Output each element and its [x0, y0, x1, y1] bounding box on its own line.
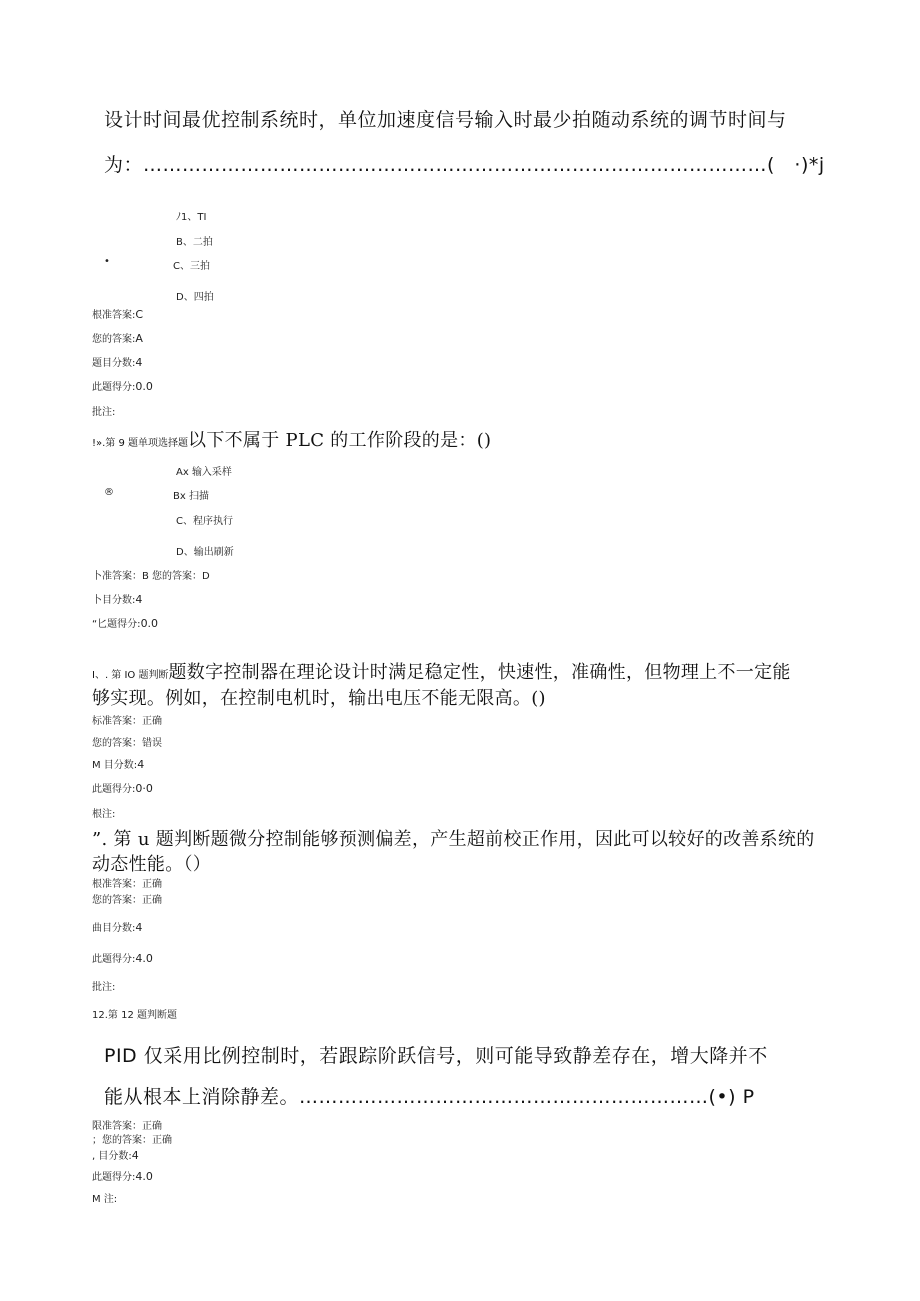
q8-standard-value: C — [135, 308, 144, 321]
q12-text-line1: PID 仅采用比例控制时，若跟踪阶跃信号，则可能导致静差存在，增大降并不 — [104, 1045, 768, 1067]
q9-option-c[interactable]: C、程序执行 — [176, 516, 233, 527]
q9-got-value: 0.0 — [140, 617, 159, 630]
q8-standard-label: 根准答案: — [92, 310, 136, 321]
q8-standard-answer — [92, 306, 143, 321]
q9-question — [92, 426, 491, 452]
q12-heading: 12.第 12 题判断题 — [92, 1010, 177, 1021]
q10-your-answer: 您的答案：错误 — [92, 738, 162, 749]
q9-mark: ® — [104, 487, 114, 498]
q10-question-line1 — [92, 658, 791, 684]
q9-option-d[interactable]: D、输出刷新 — [176, 547, 234, 558]
q11-note: 批注: — [92, 982, 116, 993]
q11-standard-answer: 根准答案：正确 — [92, 879, 162, 890]
q12-question-score — [92, 1147, 139, 1162]
q9-score-value: 4 — [135, 593, 143, 606]
q9-score-label: 卜目分数: — [92, 595, 136, 606]
q8-question-score — [92, 354, 142, 369]
q9-got-score — [92, 615, 158, 630]
q12-score-value: 4 — [131, 1149, 139, 1162]
q10-standard-answer: 标准答案：正确 — [92, 716, 162, 727]
q11-score-label: 曲目分数: — [92, 923, 136, 934]
q11-text-line2: 动态性能。（） — [92, 854, 212, 875]
q8-your-value: A — [135, 332, 143, 345]
q9-text: 以下不属于 PLC 的工作阶段的是：() — [188, 430, 492, 451]
q9-got-label: “匕题得分: — [92, 619, 141, 630]
q9-option-b[interactable]: Bx 扫描 — [173, 491, 209, 502]
q11-score-value: 4 — [135, 921, 143, 934]
q12-got-label: 此题得分: — [92, 1172, 136, 1183]
q12-got-score — [92, 1168, 153, 1183]
q11-question-score — [92, 919, 142, 934]
q11-got-label: 此题得分: — [92, 954, 136, 965]
q8-your-label: 您的答案: — [92, 334, 136, 345]
q9-option-a[interactable]: Ax 输入采样 — [176, 467, 232, 478]
q10-prefix: I、. 第 IO 题判断 — [92, 670, 169, 681]
q11-got-score — [92, 950, 153, 965]
q10-text-line1: 题数字控制器在理论设计时满足稳定性，快速性，准确性，但物理上不一定能 — [168, 662, 791, 683]
q8-option-d[interactable]: D、四拍 — [176, 292, 214, 303]
q10-got-label: 此题得分: — [92, 784, 136, 795]
q8-got-label: 此题得分: — [92, 382, 136, 393]
q8-option-a[interactable]: ﾉ1、TI — [176, 212, 207, 223]
q10-text-line2: 够实现。例如，在控制电机时，输出电压不能无限高。() — [92, 688, 546, 709]
q8-your-answer — [92, 330, 143, 345]
q12-text-line2: 能从根本上消除静差。………………………………………………………(•) P — [104, 1086, 755, 1108]
q10-score-label: M 目分数: — [92, 760, 138, 771]
q9-prefix: !».第 9 题单项选择题 — [92, 438, 189, 449]
q9-answers: 卜准答案：B 您的答案：D — [92, 571, 210, 582]
q8-score-value: 4 — [135, 356, 143, 369]
q8-option-c[interactable]: C、三拍 — [173, 261, 210, 272]
q11-got-value: 4.0 — [135, 952, 153, 965]
q8-got-score — [92, 378, 153, 393]
q12-got-value: 4.0 — [135, 1170, 153, 1183]
q11-text-line1: ”. 第 u 题判断题微分控制能够预测偏差，产生超前校正作用，因此可以较好的改善系统的 — [92, 829, 815, 850]
q8-text-line1: 设计时间最优控制系统时，单位加速度信号输入时最少拍随动系统的调节时间与 — [104, 109, 787, 131]
q11-your-answer: 您的答案：正确 — [92, 895, 162, 906]
q12-your-answer: ；您的答案：正确 — [92, 1135, 172, 1146]
q10-note: 根注: — [92, 809, 116, 820]
q8-score-label: 题目分数: — [92, 358, 136, 369]
q10-got-value: 0·0 — [135, 782, 153, 795]
q10-score-value: 4 — [137, 758, 145, 771]
q8-note: 批注: — [92, 407, 116, 418]
q12-standard-answer: 限准答案：正确 — [92, 1121, 162, 1132]
q8-got-value: 0.0 — [135, 380, 153, 393]
q10-got-score — [92, 780, 153, 795]
q8-bullet: • — [104, 256, 110, 267]
q10-question-score — [92, 756, 144, 771]
q12-note: M 注: — [92, 1194, 118, 1205]
q9-question-score — [92, 591, 142, 606]
q8-text-line2: 为：……………………………………………………………………………………( ·)*j — [104, 154, 825, 176]
q8-option-b[interactable]: B、二拍 — [176, 237, 213, 248]
q12-score-label: , 目分数: — [92, 1151, 132, 1162]
